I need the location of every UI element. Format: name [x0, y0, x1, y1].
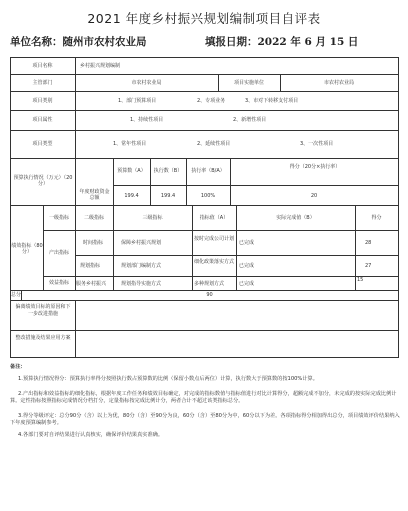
funds-exec-value: 199.4	[160, 193, 176, 199]
note-1: 1.预算执行情况得分：预算执行率得分按照执行数占预算数的比例（保留小数点后两位）计算，执行数大于预算数的按100%计算。	[18, 376, 318, 382]
rectify-label: 整改措施及结果应用方案	[15, 335, 71, 341]
funds-header-score: 得分（20分×执行率）	[289, 164, 341, 170]
funds-header-exec: 执行数（B）	[153, 168, 183, 174]
hline	[43, 276, 399, 277]
hline	[10, 290, 399, 291]
hline	[10, 130, 399, 131]
total-label: 总分	[11, 292, 22, 298]
attr-opt-2: 2、新增性项目	[233, 117, 267, 123]
perf-header-l1: 一级指标	[48, 215, 69, 221]
notes-head: 备注：	[10, 364, 26, 370]
perf-row-1-actual: 已完成	[239, 240, 255, 246]
perf-row-3-l3: 规划指导实施方式	[121, 281, 162, 287]
perf-row-2-l2: 规划指标	[80, 263, 101, 269]
perf-row-1-l2: 时间指标	[83, 240, 104, 246]
attr-label: 项目属性	[32, 117, 53, 123]
vline	[75, 300, 76, 357]
perf-row-2-score: 27	[365, 263, 372, 269]
funds-budget-value: 199.4	[124, 193, 139, 199]
funds-score-value: 20	[310, 193, 318, 199]
impl-value: 市农村农业局	[323, 80, 354, 86]
kind-opt-3: 3、一次性项目	[300, 141, 334, 147]
perf-header-actual: 实际完成值（B）	[276, 215, 315, 221]
hline	[75, 255, 399, 256]
perf-row-2-target: 细化政策落实方式	[194, 259, 235, 265]
total-value: 90	[206, 292, 213, 298]
hline	[10, 357, 399, 358]
effect-indicator-label: 效益指标	[48, 280, 69, 286]
perf-row-1-score: 28	[365, 240, 372, 246]
perf-header-target: 指标值（A）	[199, 215, 229, 221]
funds-header-rate: 执行率（B/A）	[191, 168, 225, 174]
date-value: 2022 年 6 月 15 日	[257, 36, 359, 48]
kind-opt-1: 1、常年性项目	[113, 141, 147, 147]
hline	[10, 158, 399, 159]
note-4: 4.各部门要对自评结果进行认真核实，确保评价结果真实准确。	[18, 432, 164, 438]
hline	[10, 330, 399, 331]
funds-rate-value: 100%	[200, 193, 216, 199]
type-opt-2: 2、专项业务	[197, 98, 226, 104]
kind-label: 项目类型	[32, 141, 53, 147]
project-name-value: 乡村振兴规划编制	[80, 63, 121, 69]
problem-label: 偏离绩效目标的原因和下一步改进措施	[15, 304, 71, 317]
notes	[10, 364, 402, 447]
hline	[10, 57, 399, 58]
type-opt-1: 1、部门预算项目	[118, 98, 157, 104]
impl-label: 项目实施单位	[233, 80, 264, 86]
date-label: 填报日期：	[205, 36, 258, 48]
type-label: 项目类别	[32, 98, 53, 104]
perf-header-l2: 二级指标	[83, 215, 104, 221]
perf-row-3-actual: 已完成	[239, 281, 255, 287]
note-2: 2.产出指标和效益指标的细化指标，根据年度工作任务和绩效目标确定，对完成的指标数值与指标值进行对比计算得分，超额完成不加分，未完成的按实际完成比例计算。定性指标按照指标完成情况分档打分，定量指标按完成比例计分，两者合计不超过该类指标总分。	[10, 391, 397, 404]
perf-row-2-l3: 规划部门编制方式	[121, 263, 162, 269]
hline	[10, 74, 399, 75]
funds-row-label: 年度财政资金总额	[79, 189, 110, 201]
attr-opt-1: 1、持续性项目	[130, 117, 164, 123]
output-indicator-label: 产出指标	[48, 250, 69, 256]
perf-label: 绩效指标（80分）	[11, 243, 43, 255]
perf-header-score: 得分	[371, 215, 382, 221]
perf-row-1-l3: 保障乡村振兴规划	[121, 240, 162, 246]
dept-label: 主管部门	[32, 80, 53, 86]
kind-opt-2: 2、延续性项目	[197, 141, 231, 147]
hline	[113, 185, 399, 186]
unit-value: 随州市农村农业局	[62, 36, 147, 48]
funds-label: 预算执行情况（万元）（20分）	[13, 175, 73, 187]
note-3: 3.得分等级评定：总分90分（含）以上为优，80分（含）至90分为良，60分（含）至80分为中，60分以下为差。各项指标得分相加得出总分，项目绩效评价结果纳入下年度预算编制参考。	[10, 413, 400, 426]
perf-row-3-score: 15	[357, 277, 364, 283]
hline	[43, 230, 399, 231]
unit-label: 单位名称：	[10, 36, 63, 48]
type-opt-3: 3、市对下转移支付项目	[245, 98, 299, 104]
funds-header-budget: 预算数（A）	[117, 168, 146, 174]
perf-header-l3: 三级指标	[142, 215, 163, 221]
page-title: 2021 年度乡村振兴规划编制项目自评表	[87, 11, 321, 26]
perf-row-2-actual: 已完成	[239, 263, 255, 269]
hline	[10, 205, 399, 206]
hline	[10, 91, 399, 92]
date-line	[205, 34, 358, 49]
vline	[398, 57, 399, 358]
hline	[10, 110, 399, 111]
unit-line	[10, 34, 147, 49]
vline	[75, 57, 76, 158]
perf-row-3-l2: 服务乡村振兴	[76, 281, 107, 287]
vline	[75, 158, 76, 205]
perf-row-3-target: 多种规划方式	[194, 281, 225, 287]
hline	[10, 300, 399, 301]
dept-value: 市农村农业局	[131, 80, 162, 86]
project-name-label: 项目名称	[32, 63, 53, 69]
perf-row-1-target: 按时完成公司计划	[194, 236, 235, 242]
